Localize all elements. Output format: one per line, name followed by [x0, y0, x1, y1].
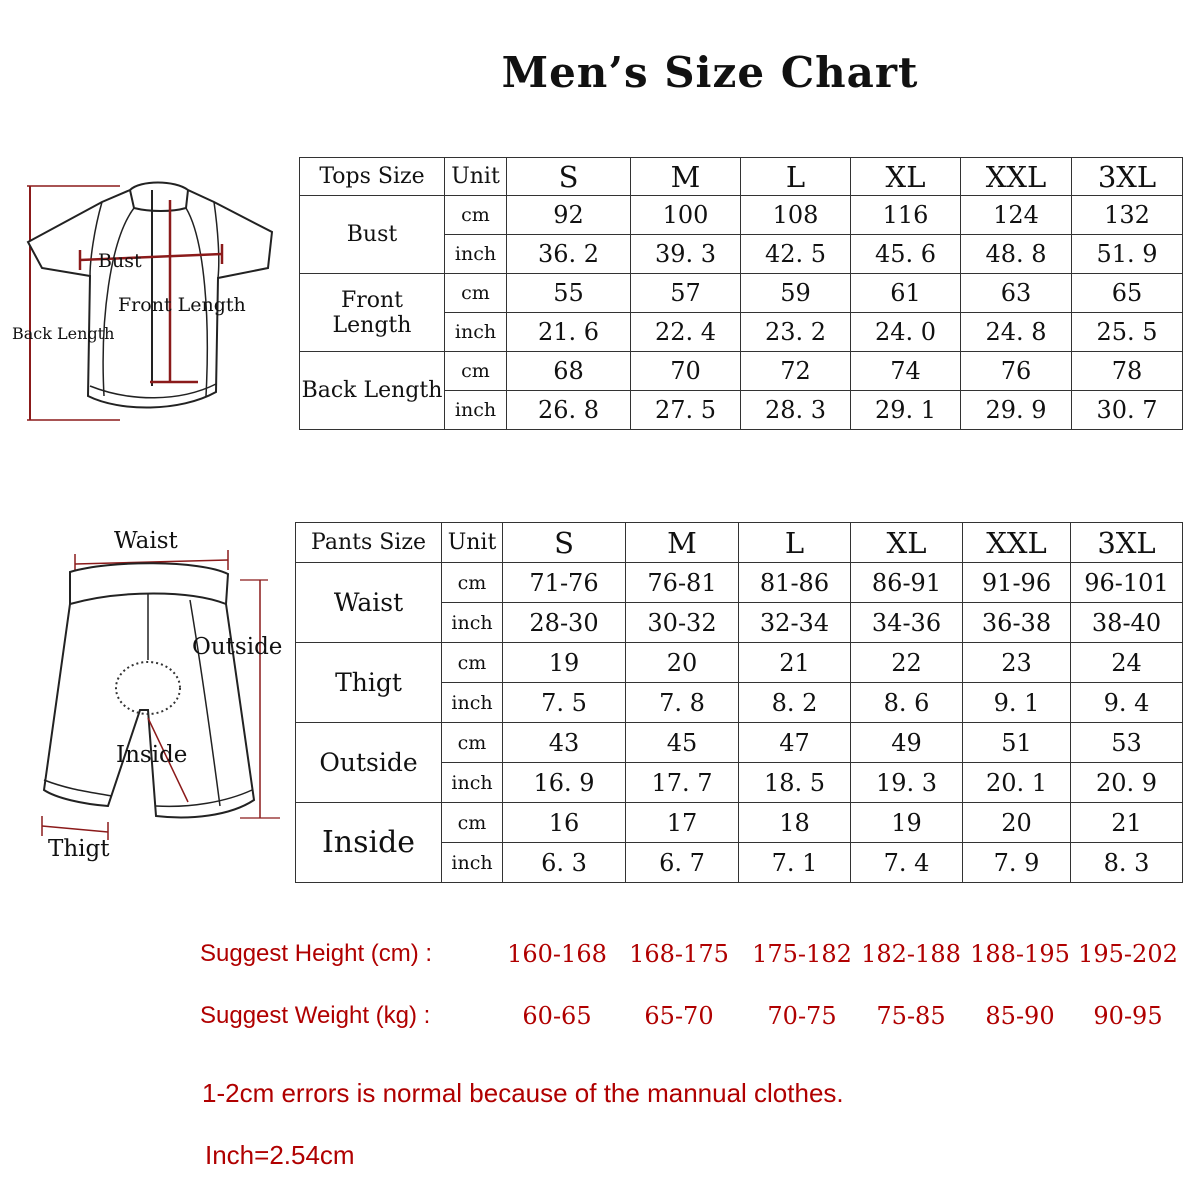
table-cell: 36. 2 — [507, 235, 631, 274]
table-cell: 61 — [851, 274, 961, 313]
table-row — [300, 352, 1183, 391]
table-cell: 78 — [1072, 352, 1183, 391]
suggest-value: 75-85 — [876, 1002, 946, 1030]
tops-table-body — [300, 158, 1183, 430]
error-note: 1-2cm errors is normal because of the mannual clothes. — [202, 1078, 844, 1108]
table-cell: 36-38 — [963, 603, 1071, 643]
table-cell: 47 — [739, 723, 851, 763]
size-header-3xl: 3XL — [1072, 158, 1183, 196]
table-cell: 17. 7 — [626, 763, 739, 803]
size-header-l: L — [741, 158, 851, 196]
table-cell: 8. 6 — [851, 683, 963, 723]
tops-header-row — [300, 158, 1183, 196]
table-cell: 7. 8 — [626, 683, 739, 723]
table-row — [296, 563, 1183, 603]
measure-label: Inside — [296, 803, 442, 883]
table-cell: 24 — [1071, 643, 1183, 683]
table-row — [300, 196, 1183, 235]
inside-label: Inside — [116, 742, 188, 768]
unit-cell: cm — [445, 196, 507, 235]
table-cell: 55 — [507, 274, 631, 313]
suggest-value: 90-95 — [1093, 1002, 1163, 1030]
table-cell: 18 — [739, 803, 851, 843]
suggest-value: 195-202 — [1078, 940, 1178, 968]
table-cell: 43 — [503, 723, 626, 763]
table-cell: 96-101 — [1071, 563, 1183, 603]
table-cell: 21. 6 — [507, 313, 631, 352]
table-cell: 70 — [631, 352, 741, 391]
size-header-xxl: XXL — [963, 523, 1071, 563]
table-cell: 8. 2 — [739, 683, 851, 723]
table-cell: 45. 6 — [851, 235, 961, 274]
measure-label: Front Length — [300, 274, 445, 352]
table-cell: 86-91 — [851, 563, 963, 603]
measure-label: Thigt — [296, 643, 442, 723]
bust-label: Bust — [98, 250, 142, 272]
unit-cell: inch — [445, 313, 507, 352]
unit-cell: inch — [442, 843, 503, 883]
table-cell: 20 — [626, 643, 739, 683]
table-cell: 76-81 — [626, 563, 739, 603]
table-cell: 7. 4 — [851, 843, 963, 883]
table-cell: 24. 8 — [961, 313, 1072, 352]
suggest-weight-label: Suggest Weight (kg) : — [200, 1002, 431, 1029]
table-cell: 39. 3 — [631, 235, 741, 274]
table-cell: 30-32 — [626, 603, 739, 643]
unit-cell: inch — [442, 683, 503, 723]
table-cell: 71-76 — [503, 563, 626, 603]
table-cell: 7. 5 — [503, 683, 626, 723]
suggest-value: 168-175 — [629, 940, 729, 968]
tops-size-table — [299, 157, 1183, 430]
page-title: Men’s Size Chart — [501, 48, 919, 97]
table-cell: 74 — [851, 352, 961, 391]
table-cell: 29. 9 — [961, 391, 1072, 430]
size-header-m: M — [631, 158, 741, 196]
table-cell: 16. 9 — [503, 763, 626, 803]
table-cell: 42. 5 — [741, 235, 851, 274]
waist-label: Waist — [114, 528, 178, 554]
table-cell: 116 — [851, 196, 961, 235]
table-cell: 9. 4 — [1071, 683, 1183, 723]
unit-cell: inch — [442, 763, 503, 803]
suggest-value: 60-65 — [522, 1002, 592, 1030]
size-header-m: M — [626, 523, 739, 563]
table-cell: 28. 3 — [741, 391, 851, 430]
pants-size-header: Pants Size — [296, 523, 442, 563]
table-cell: 45 — [626, 723, 739, 763]
suggest-height-label: Suggest Height (cm) : — [200, 940, 433, 967]
table-cell: 23 — [963, 643, 1071, 683]
table-cell: 91-96 — [963, 563, 1071, 603]
table-row — [296, 803, 1183, 843]
unit-cell: cm — [442, 563, 503, 603]
pants-size-table — [295, 522, 1183, 883]
measure-label: Waist — [296, 563, 442, 643]
table-cell: 18. 5 — [739, 763, 851, 803]
table-cell: 51. 9 — [1072, 235, 1183, 274]
inch-note: Inch=2.54cm — [205, 1140, 355, 1170]
unit-cell: cm — [445, 352, 507, 391]
table-cell: 38-40 — [1071, 603, 1183, 643]
measure-label: Bust — [300, 196, 445, 274]
table-cell: 7. 1 — [739, 843, 851, 883]
unit-cell: cm — [442, 723, 503, 763]
table-cell: 49 — [851, 723, 963, 763]
table-cell: 53 — [1071, 723, 1183, 763]
suggest-value: 85-90 — [985, 1002, 1055, 1030]
pants-table-body — [296, 523, 1183, 883]
table-cell: 19 — [851, 803, 963, 843]
table-cell: 20. 1 — [963, 763, 1071, 803]
table-cell: 6. 3 — [503, 843, 626, 883]
tops-size-header: Tops Size — [300, 158, 445, 196]
table-row — [300, 274, 1183, 313]
table-cell: 23. 2 — [741, 313, 851, 352]
table-cell: 51 — [963, 723, 1071, 763]
unit-cell: cm — [445, 274, 507, 313]
unit-cell: cm — [442, 803, 503, 843]
suggest-value: 160-168 — [507, 940, 607, 968]
table-cell: 59 — [741, 274, 851, 313]
table-cell: 9. 1 — [963, 683, 1071, 723]
table-cell: 6. 7 — [626, 843, 739, 883]
table-cell: 63 — [961, 274, 1072, 313]
unit-cell: inch — [442, 603, 503, 643]
table-cell: 21 — [1071, 803, 1183, 843]
table-cell: 16 — [503, 803, 626, 843]
table-cell: 26. 8 — [507, 391, 631, 430]
table-cell: 17 — [626, 803, 739, 843]
table-cell: 20. 9 — [1071, 763, 1183, 803]
unit-header: Unit — [442, 523, 503, 563]
size-header-xl: XL — [851, 523, 963, 563]
table-cell: 22. 4 — [631, 313, 741, 352]
measure-label: Outside — [296, 723, 442, 803]
unit-cell: cm — [442, 643, 503, 683]
unit-cell: inch — [445, 391, 507, 430]
table-cell: 65 — [1072, 274, 1183, 313]
table-cell: 34-36 — [851, 603, 963, 643]
table-cell: 100 — [631, 196, 741, 235]
outside-label: Outside — [192, 634, 283, 660]
pants-header-row — [296, 523, 1183, 563]
size-header-s: S — [503, 523, 626, 563]
table-cell: 92 — [507, 196, 631, 235]
table-cell: 28-30 — [503, 603, 626, 643]
suggest-value: 188-195 — [970, 940, 1070, 968]
table-cell: 20 — [963, 803, 1071, 843]
table-cell: 132 — [1072, 196, 1183, 235]
table-cell: 124 — [961, 196, 1072, 235]
table-row — [296, 643, 1183, 683]
suggest-value: 182-188 — [861, 940, 961, 968]
back-length-label: Back Length — [12, 324, 115, 343]
unit-cell: inch — [445, 235, 507, 274]
table-cell: 24. 0 — [851, 313, 961, 352]
suggest-value: 175-182 — [752, 940, 852, 968]
thigt-label: Thigt — [48, 836, 110, 862]
table-cell: 19 — [503, 643, 626, 683]
table-cell: 108 — [741, 196, 851, 235]
table-cell: 48. 8 — [961, 235, 1072, 274]
size-header-3xl: 3XL — [1071, 523, 1183, 563]
table-cell: 30. 7 — [1072, 391, 1183, 430]
shorts-diagram — [30, 540, 295, 840]
suggest-value: 65-70 — [644, 1002, 714, 1030]
table-cell: 8. 3 — [1071, 843, 1183, 883]
table-cell: 76 — [961, 352, 1072, 391]
table-cell: 68 — [507, 352, 631, 391]
table-cell: 27. 5 — [631, 391, 741, 430]
table-cell: 21 — [739, 643, 851, 683]
table-cell: 7. 9 — [963, 843, 1071, 883]
table-cell: 22 — [851, 643, 963, 683]
table-cell: 29. 1 — [851, 391, 961, 430]
size-header-s: S — [507, 158, 631, 196]
size-header-xl: XL — [851, 158, 961, 196]
table-cell: 25. 5 — [1072, 313, 1183, 352]
table-cell: 81-86 — [739, 563, 851, 603]
table-cell: 19. 3 — [851, 763, 963, 803]
table-cell: 32-34 — [739, 603, 851, 643]
table-row — [296, 723, 1183, 763]
unit-header: Unit — [445, 158, 507, 196]
size-header-l: L — [739, 523, 851, 563]
table-cell: 57 — [631, 274, 741, 313]
table-cell: 72 — [741, 352, 851, 391]
measure-label: Back Length — [300, 352, 445, 430]
suggest-value: 70-75 — [767, 1002, 837, 1030]
size-header-xxl: XXL — [961, 158, 1072, 196]
front-length-label: Front Length — [118, 294, 246, 316]
